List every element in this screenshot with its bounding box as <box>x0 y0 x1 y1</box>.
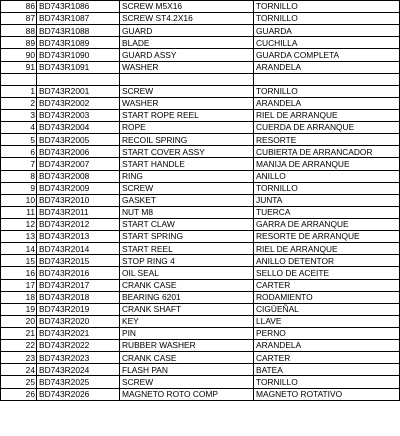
part-code-cell: BD743R2025 <box>37 376 120 388</box>
item-number-cell: 16 <box>1 267 37 279</box>
table-row <box>1 303 400 315</box>
table-row <box>1 352 400 364</box>
table-row <box>1 364 400 376</box>
spanish-description-cell: CUBIERTA DE ARRANCADOR <box>254 146 400 158</box>
spanish-description-cell: MAGNETO ROTATIVO <box>254 388 400 400</box>
table-row <box>1 37 400 49</box>
item-number-cell: 86 <box>1 1 37 13</box>
item-number-cell: 10 <box>1 194 37 206</box>
spanish-description-cell: ARANDELA <box>254 340 400 352</box>
description-cell: SCREW <box>120 85 254 97</box>
item-number-cell: 9 <box>1 182 37 194</box>
part-code-cell: BD743R2010 <box>37 194 120 206</box>
spanish-description-cell: CIGÜEÑAL <box>254 303 400 315</box>
part-code-cell: BD743R2026 <box>37 388 120 400</box>
item-number-cell: 17 <box>1 279 37 291</box>
item-number-cell: 8 <box>1 170 37 182</box>
table-row <box>1 49 400 61</box>
table-row <box>1 13 400 25</box>
table-row <box>1 85 400 97</box>
table-row <box>1 182 400 194</box>
spanish-description-cell: PERNO <box>254 327 400 339</box>
description-cell: GUARD <box>120 25 254 37</box>
spanish-description-cell: JUNTA <box>254 194 400 206</box>
item-number-cell: 91 <box>1 61 37 73</box>
table-row <box>1 231 400 243</box>
item-number-cell: 25 <box>1 376 37 388</box>
table-row <box>1 158 400 170</box>
description-cell: STOP RING 4 <box>120 255 254 267</box>
description-cell: BEARING 6201 <box>120 291 254 303</box>
part-code-cell: BD743R1089 <box>37 37 120 49</box>
spanish-description-cell: TORNILLO <box>254 376 400 388</box>
part-code-cell: BD743R2001 <box>37 85 120 97</box>
item-number-cell: 4 <box>1 122 37 134</box>
spanish-description-cell: TORNILLO <box>254 85 400 97</box>
description-cell: CRANK CASE <box>120 352 254 364</box>
spanish-description-cell: TORNILLO <box>254 1 400 13</box>
spanish-description-cell: RESORTE <box>254 134 400 146</box>
part-code-cell: BD743R2014 <box>37 243 120 255</box>
description-cell: NUT M8 <box>120 206 254 218</box>
part-code-cell: BD743R2012 <box>37 218 120 230</box>
spanish-description-cell: CARTER <box>254 279 400 291</box>
description-cell: ROPE <box>120 122 254 134</box>
table-row <box>1 279 400 291</box>
description-cell: START SPRING <box>120 231 254 243</box>
spanish-description-cell: TORNILLO <box>254 13 400 25</box>
spanish-description-cell: RESORTE DE ARRANQUE <box>254 231 400 243</box>
item-number-cell: 22 <box>1 340 37 352</box>
item-number-cell: 11 <box>1 206 37 218</box>
table-row <box>1 327 400 339</box>
part-code-cell: BD743R1087 <box>37 13 120 25</box>
spanish-description-cell: MANIJA DE ARRANQUE <box>254 158 400 170</box>
part-code-cell: BD743R2022 <box>37 340 120 352</box>
part-code-cell: BD743R2011 <box>37 206 120 218</box>
part-code-cell: BD743R2020 <box>37 315 120 327</box>
item-number-cell <box>1 73 37 85</box>
part-code-cell: BD743R2004 <box>37 122 120 134</box>
item-number-cell: 3 <box>1 109 37 121</box>
item-number-cell: 26 <box>1 388 37 400</box>
part-code-cell: BD743R1088 <box>37 25 120 37</box>
item-number-cell: 88 <box>1 25 37 37</box>
item-number-cell: 1 <box>1 85 37 97</box>
table-row <box>1 1 400 13</box>
part-code-cell: BD743R2013 <box>37 231 120 243</box>
spanish-description-cell: ANILLO DETENTOR <box>254 255 400 267</box>
part-code-cell: BD743R2006 <box>37 146 120 158</box>
table-row <box>1 340 400 352</box>
table-row <box>1 170 400 182</box>
table-row <box>1 267 400 279</box>
table-row <box>1 218 400 230</box>
description-cell: FLASH PAN <box>120 364 254 376</box>
description-cell: KEY <box>120 315 254 327</box>
table-row <box>1 376 400 388</box>
description-cell: WASHER <box>120 97 254 109</box>
part-code-cell: BD743R2008 <box>37 170 120 182</box>
description-cell: SCREW <box>120 182 254 194</box>
spanish-description-cell: BATEA <box>254 364 400 376</box>
part-code-cell <box>37 73 120 85</box>
table-row <box>1 194 400 206</box>
spanish-description-cell <box>254 73 400 85</box>
part-code-cell: BD743R2018 <box>37 291 120 303</box>
part-code-cell: BD743R2015 <box>37 255 120 267</box>
item-number-cell: 24 <box>1 364 37 376</box>
part-code-cell: BD743R2019 <box>37 303 120 315</box>
item-number-cell: 18 <box>1 291 37 303</box>
table-row <box>1 109 400 121</box>
table-row <box>1 291 400 303</box>
item-number-cell: 14 <box>1 243 37 255</box>
description-cell: SCREW ST4.2X16 <box>120 13 254 25</box>
description-cell: START HANDLE <box>120 158 254 170</box>
item-number-cell: 2 <box>1 97 37 109</box>
parts-table-body <box>1 1 400 401</box>
part-code-cell: BD743R2023 <box>37 352 120 364</box>
table-row <box>1 61 400 73</box>
item-number-cell: 20 <box>1 315 37 327</box>
description-cell: BLADE <box>120 37 254 49</box>
spanish-description-cell: CARTER <box>254 352 400 364</box>
part-code-cell: BD743R2007 <box>37 158 120 170</box>
spanish-description-cell: GUARDA COMPLETA <box>254 49 400 61</box>
table-row <box>1 97 400 109</box>
part-code-cell: BD743R2009 <box>37 182 120 194</box>
item-number-cell: 23 <box>1 352 37 364</box>
table-row <box>1 25 400 37</box>
spanish-description-cell: CUERDA DE ARRANQUE <box>254 122 400 134</box>
part-code-cell: BD743R2003 <box>37 109 120 121</box>
part-code-cell: BD743R1091 <box>37 61 120 73</box>
item-number-cell: 6 <box>1 146 37 158</box>
part-code-cell: BD743R2024 <box>37 364 120 376</box>
part-code-cell: BD743R1086 <box>37 1 120 13</box>
spanish-description-cell: TUERCA <box>254 206 400 218</box>
description-cell <box>120 73 254 85</box>
spanish-description-cell: RIEL DE ARRANQUE <box>254 243 400 255</box>
table-row <box>1 73 400 85</box>
description-cell: PIN <box>120 327 254 339</box>
spanish-description-cell: LLAVE <box>254 315 400 327</box>
part-code-cell: BD743R1090 <box>37 49 120 61</box>
table-row <box>1 134 400 146</box>
table-row <box>1 122 400 134</box>
part-code-cell: BD743R2017 <box>37 279 120 291</box>
table-row <box>1 243 400 255</box>
description-cell: OIL SEAL <box>120 267 254 279</box>
table-row <box>1 255 400 267</box>
part-code-cell: BD743R2002 <box>37 97 120 109</box>
description-cell: RUBBER WASHER <box>120 340 254 352</box>
description-cell: SCREW <box>120 376 254 388</box>
item-number-cell: 21 <box>1 327 37 339</box>
description-cell: SCREW M5X16 <box>120 1 254 13</box>
item-number-cell: 19 <box>1 303 37 315</box>
description-cell: START REEL <box>120 243 254 255</box>
part-code-cell: BD743R2005 <box>37 134 120 146</box>
spanish-description-cell: CUCHILLA <box>254 37 400 49</box>
spanish-description-cell: ARANDELA <box>254 61 400 73</box>
item-number-cell: 90 <box>1 49 37 61</box>
spanish-description-cell: SELLO DE ACEITE <box>254 267 400 279</box>
item-number-cell: 13 <box>1 231 37 243</box>
spanish-description-cell: RIEL DE ARRANQUE <box>254 109 400 121</box>
description-cell: RECOIL SPRING <box>120 134 254 146</box>
table-row <box>1 315 400 327</box>
table-row <box>1 146 400 158</box>
description-cell: GASKET <box>120 194 254 206</box>
item-number-cell: 12 <box>1 218 37 230</box>
description-cell: CRANK CASE <box>120 279 254 291</box>
spanish-description-cell: RODAMIENTO <box>254 291 400 303</box>
part-code-cell: BD743R2021 <box>37 327 120 339</box>
spanish-description-cell: GARRA DE ARRANQUE <box>254 218 400 230</box>
description-cell: CRANK SHAFT <box>120 303 254 315</box>
spanish-description-cell: GUARDA <box>254 25 400 37</box>
spanish-description-cell: ARANDELA <box>254 97 400 109</box>
spanish-description-cell: ANILLO <box>254 170 400 182</box>
table-row <box>1 206 400 218</box>
spanish-description-cell: TORNILLO <box>254 182 400 194</box>
item-number-cell: 87 <box>1 13 37 25</box>
description-cell: START CLAW <box>120 218 254 230</box>
item-number-cell: 89 <box>1 37 37 49</box>
item-number-cell: 5 <box>1 134 37 146</box>
description-cell: MAGNETO ROTO COMP <box>120 388 254 400</box>
item-number-cell: 7 <box>1 158 37 170</box>
description-cell: START ROPE REEL <box>120 109 254 121</box>
description-cell: GUARD ASSY <box>120 49 254 61</box>
item-number-cell: 15 <box>1 255 37 267</box>
table-row <box>1 388 400 400</box>
description-cell: WASHER <box>120 61 254 73</box>
part-code-cell: BD743R2016 <box>37 267 120 279</box>
description-cell: START COVER ASSY <box>120 146 254 158</box>
description-cell: RING <box>120 170 254 182</box>
